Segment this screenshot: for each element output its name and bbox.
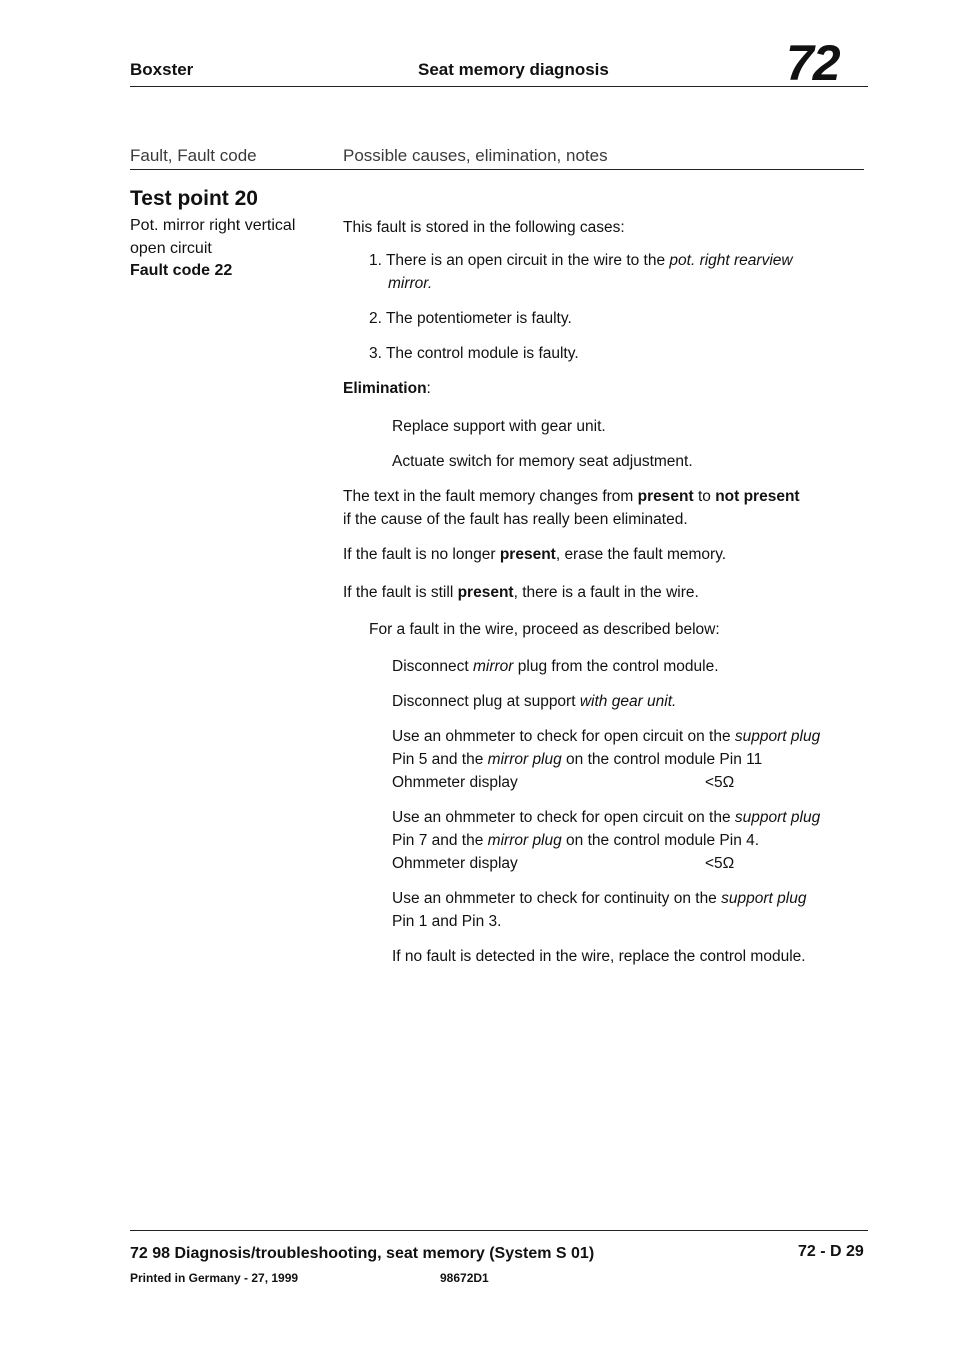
text-change-line2: if the cause of the fault has really been eliminated. bbox=[343, 511, 688, 528]
column-head-rule bbox=[130, 169, 864, 170]
fault-code: Fault code 22 bbox=[130, 262, 233, 279]
check1-line1: Use an ohmmeter to check for open circuit on the support plug bbox=[392, 728, 821, 745]
footer-doc-number: 98672D1 bbox=[440, 1271, 489, 1285]
case-3: 3. The control module is faulty. bbox=[369, 345, 579, 362]
step-actuate: Actuate switch for memory seat adjustment. bbox=[392, 453, 693, 470]
disconnect-mirror-plug: Disconnect mirror plug from the control module. bbox=[392, 658, 719, 675]
case-2: 2. The potentiometer is faulty. bbox=[369, 310, 572, 327]
footer-page-code: 72 - D 29 bbox=[798, 1243, 864, 1260]
header-title: Seat memory diagnosis bbox=[418, 60, 609, 79]
fault-description-line2: open circuit bbox=[130, 240, 212, 257]
disconnect-support-plug: Disconnect plug at support with gear unit. bbox=[392, 693, 677, 710]
fault-description-line1: Pot. mirror right vertical bbox=[130, 217, 296, 234]
check3-line2: Pin 1 and Pin 3. bbox=[392, 913, 502, 930]
still-present: If the fault is still present, there is a fault in the wire. bbox=[343, 584, 699, 601]
ohmmeter-display-value-1: <5Ω bbox=[705, 774, 735, 791]
ohmmeter-display-value-2: <5Ω bbox=[705, 855, 735, 872]
check2-line1: Use an ohmmeter to check for open circuit on the support plug bbox=[392, 809, 821, 826]
ohmmeter-display-label-1: Ohmmeter display bbox=[392, 774, 518, 791]
check2-line2: Pin 7 and the mirror plug on the control module Pin 4. bbox=[392, 832, 760, 849]
ohmmeter-display-label-2: Ohmmeter display bbox=[392, 855, 518, 872]
case-1: 1. There is an open circuit in the wire to the pot. right rearview bbox=[369, 252, 793, 269]
intro-text: This fault is stored in the following cases: bbox=[343, 219, 625, 236]
step-replace: Replace support with gear unit. bbox=[392, 418, 606, 435]
footer-title: 72 98 Diagnosis/troubleshooting, seat memory (System S 01) bbox=[130, 1245, 595, 1262]
elimination-heading: Elimination: bbox=[343, 380, 431, 397]
check3-line1: Use an ohmmeter to check for continuity on the support plug bbox=[392, 890, 807, 907]
case-1-cont: mirror. bbox=[388, 275, 433, 292]
final-instruction: If no fault is detected in the wire, replace the control module. bbox=[392, 948, 806, 965]
proceed-text: For a fault in the wire, proceed as described below: bbox=[369, 621, 720, 638]
header-group-number: 72 bbox=[786, 35, 840, 91]
footer-printed: Printed in Germany - 27, 1999 bbox=[130, 1271, 299, 1285]
footer-rule bbox=[130, 1230, 868, 1231]
header-brand: Boxster bbox=[130, 60, 194, 79]
no-longer-present: If the fault is no longer present, erase the fault memory. bbox=[343, 546, 727, 563]
left-column-head: Fault, Fault code bbox=[130, 146, 257, 165]
right-column-head: Possible causes, elimination, notes bbox=[343, 146, 608, 165]
test-point-title: Test point 20 bbox=[130, 187, 258, 210]
check1-line2: Pin 5 and the mirror plug on the control module Pin 11 bbox=[392, 751, 763, 768]
text-change-line1: The text in the fault memory changes from present to not present bbox=[343, 488, 800, 505]
header-rule bbox=[130, 86, 868, 87]
